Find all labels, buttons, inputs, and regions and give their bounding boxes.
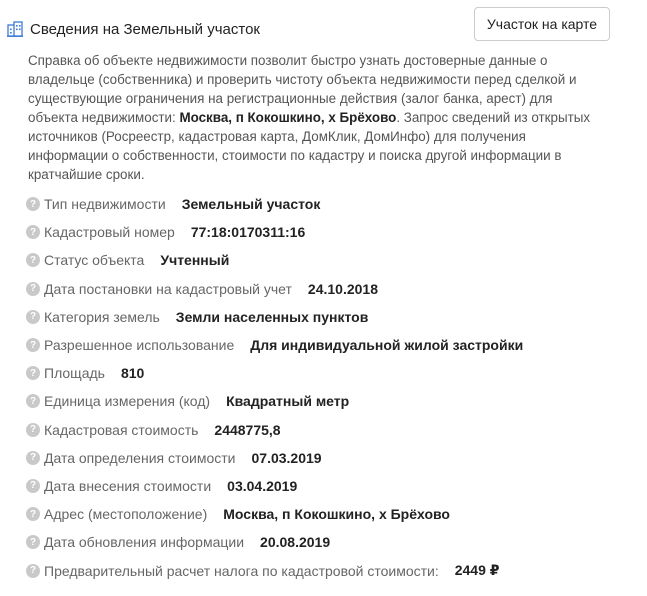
property-label: Адрес (местоположение): [44, 506, 208, 523]
help-icon[interactable]: ?: [26, 282, 40, 296]
property-label: Кадастровая стоимость: [44, 421, 199, 438]
help-icon[interactable]: ?: [26, 507, 40, 521]
property-row-value-entry-date: [26, 472, 626, 500]
property-label: Категория земель: [44, 308, 160, 325]
property-row-type: [26, 190, 626, 218]
description-intro: Справка об объекте недвижимости позволит быстро узнать достоверные данные о владельце (собственника) и проверить чистоту объекта недвижимости перед сделкой и существующие ограничения на регистрационные действия (залог банка, арест) для объекта недвижимости:: [28, 53, 577, 125]
help-icon[interactable]: ?: [26, 394, 40, 408]
description-rest: . Запрос сведений из открытых источников (Росреестр, кадастровая карта, ДомКлик, ДомИнфо) для получения информации о собственности, стоимости по кадастру и поиска другой информации в кратчайшие сроки.: [28, 110, 591, 182]
help-icon[interactable]: ?: [26, 451, 40, 465]
property-label: Единица измерения (код): [44, 393, 211, 410]
property-value: 2448775,8: [214, 421, 281, 438]
property-label: Дата обновления информации: [44, 534, 245, 551]
property-row-cadastral-value: [26, 416, 626, 444]
property-value: 03.04.2019: [227, 477, 298, 494]
property-row-value-determination-date: [26, 444, 626, 472]
property-label: Разрешенное использование: [44, 337, 235, 354]
description-text: [28, 51, 598, 184]
property-label: Площадь: [44, 365, 105, 382]
property-value: Земельный участок: [181, 196, 321, 213]
property-row-cadastral-number: [26, 218, 626, 246]
property-list: [26, 190, 626, 585]
help-icon[interactable]: ?: [26, 225, 40, 239]
property-label: Предварительный расчет налога по кадастровой стоимости:: [44, 562, 439, 579]
property-value: 2449 ₽: [454, 562, 500, 579]
property-value: Для индивидуальной жилой застройки: [250, 337, 524, 354]
property-label: Тип недвижимости: [44, 196, 166, 213]
property-row-update-date: [26, 528, 626, 556]
property-row-area: [26, 359, 626, 387]
property-value: 810: [120, 365, 145, 382]
property-value: Учтенный: [160, 252, 230, 269]
property-value: Москва, п Кокошкино, х Брёхово: [223, 506, 450, 523]
property-row-registration-date: [26, 275, 626, 303]
property-label: Статус объекта: [44, 252, 145, 269]
property-value: Земли населенных пунктов: [175, 308, 369, 325]
help-icon[interactable]: ?: [26, 197, 40, 211]
property-label: Дата внесения стоимости: [44, 477, 212, 494]
help-icon[interactable]: ?: [26, 423, 40, 437]
property-value: 77:18:0170311:16: [190, 224, 306, 241]
show-on-map-button[interactable]: Участок на карте: [474, 7, 610, 41]
property-label: Дата определения стоимости: [44, 449, 236, 466]
property-row-address: [26, 500, 626, 528]
section-header: [6, 14, 260, 44]
property-label: Кадастровый номер: [44, 224, 175, 241]
help-icon[interactable]: ?: [26, 310, 40, 324]
property-label: Дата постановки на кадастровый учет: [44, 280, 292, 297]
property-value: Квадратный метр: [226, 393, 350, 410]
help-icon[interactable]: ?: [26, 253, 40, 267]
property-row-land-category: [26, 303, 626, 331]
help-icon[interactable]: ?: [26, 366, 40, 380]
property-row-permitted-use: [26, 331, 626, 359]
building-icon: [6, 20, 24, 38]
property-value: 20.08.2019: [260, 534, 331, 551]
property-value: 24.10.2018: [307, 280, 378, 297]
property-row-unit: [26, 387, 626, 415]
section-title: Сведения на Земельный участок: [30, 20, 260, 38]
help-icon[interactable]: ?: [26, 535, 40, 549]
property-row-tax-estimate: [26, 556, 626, 584]
property-row-status: [26, 246, 626, 274]
help-icon[interactable]: ?: [26, 479, 40, 493]
help-icon[interactable]: ?: [26, 338, 40, 352]
property-value: 07.03.2019: [251, 449, 322, 466]
help-icon[interactable]: ?: [26, 564, 40, 578]
description-address: Москва, п Кокошкино, х Брёхово: [179, 110, 397, 125]
